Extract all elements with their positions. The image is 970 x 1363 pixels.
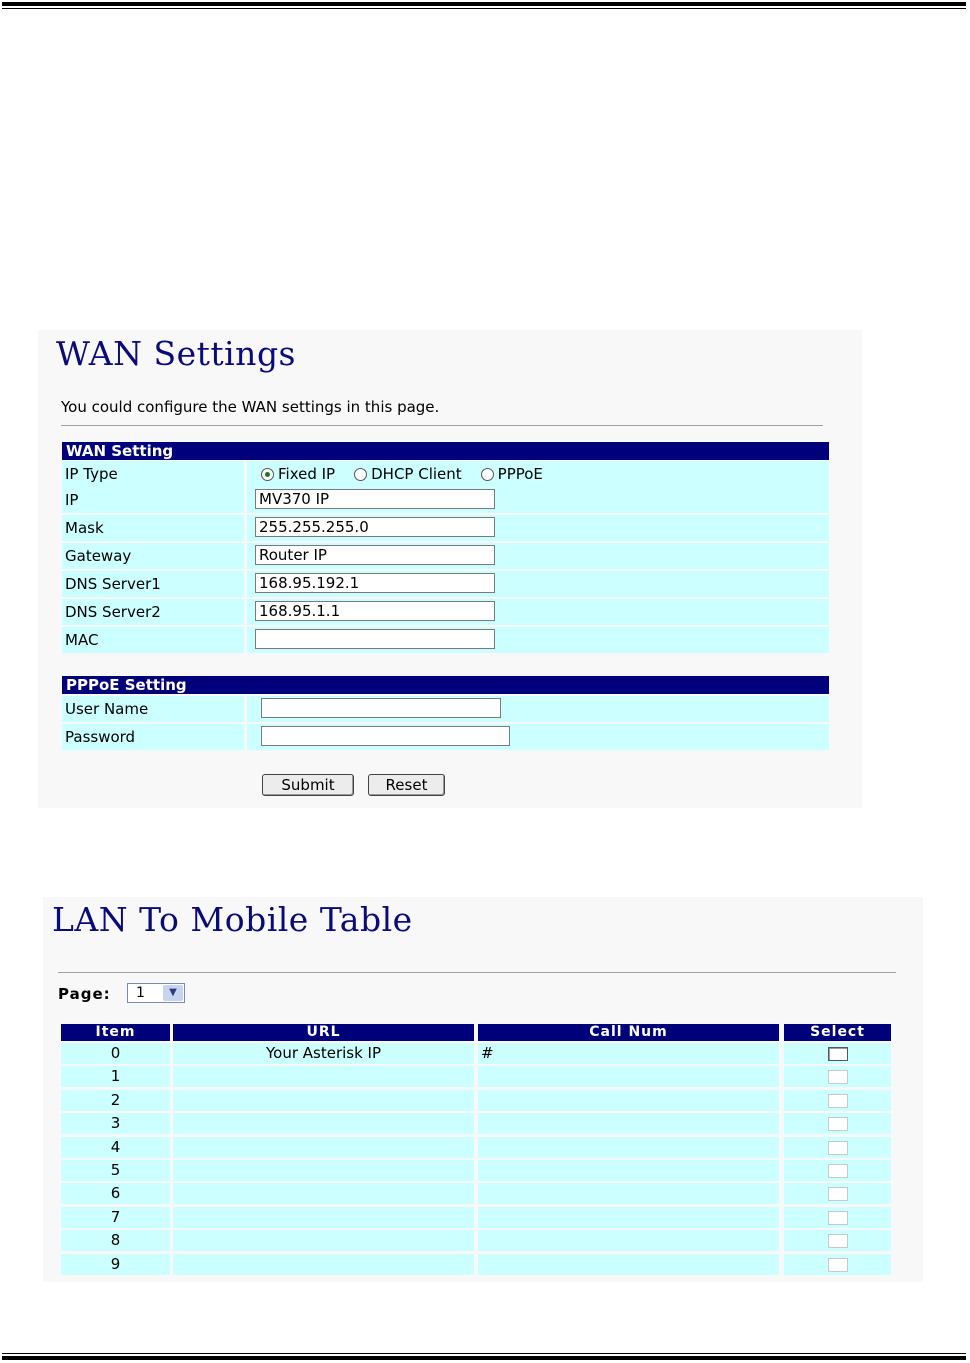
cell-url [173,1254,474,1275]
cell-select [784,1160,891,1181]
mac-value-cell [247,627,829,653]
cell-call-num [478,1137,779,1158]
mac-row [62,627,829,653]
page-select[interactable] [127,983,185,1003]
cell-url [173,1090,474,1111]
cell-call-num [478,1113,779,1134]
page-top-rule-thin [2,8,966,9]
submit-button[interactable]: Submit [262,774,354,796]
gateway-row [62,543,829,569]
radio-dhcp-client[interactable] [354,465,462,483]
dns-server1-field[interactable]: 168.95.192.1 [255,573,495,593]
page-label: Page: [58,985,111,1003]
cell-item: 1 [61,1066,170,1087]
col-header-select: Select [784,1024,891,1041]
lan-page-title: LAN To Mobile Table [52,900,413,939]
password-field[interactable] [261,726,510,746]
cell-call-num [478,1207,779,1228]
radio-pppoe-label: PPPoE [497,465,543,483]
ip-field[interactable]: MV370 IP [255,489,495,509]
dns-server2-row [62,599,829,625]
gateway-value-cell [247,543,829,569]
cell-select [784,1043,891,1064]
select-checkbox[interactable] [828,1117,848,1131]
select-checkbox[interactable] [828,1211,848,1225]
mac-label: MAC [62,627,244,653]
cell-select [784,1230,891,1251]
cell-item: 4 [61,1137,170,1158]
wan-page-title: WAN Settings [56,334,296,373]
cell-call-num [478,1183,779,1204]
cell-select [784,1137,891,1158]
mask-label: Mask [62,515,244,541]
cell-url [173,1066,474,1087]
dns-server2-value-cell [247,599,829,625]
cell-item: 7 [61,1207,170,1228]
cell-url [173,1113,474,1134]
radio-pppoe[interactable] [481,465,543,483]
cell-select [784,1113,891,1134]
password-label: Password [62,724,244,750]
cell-select [784,1183,891,1204]
ip-row [62,487,829,513]
cell-call-num [478,1066,779,1087]
select-checkbox[interactable] [828,1258,848,1272]
cell-item: 6 [61,1183,170,1204]
dns-server2-label: DNS Server2 [62,599,244,625]
cell-item: 2 [61,1090,170,1111]
wan-setting-header: WAN Setting [62,442,829,460]
ip-type-row [62,461,829,487]
select-checkbox[interactable] [828,1164,848,1178]
cell-item: 0 [61,1043,170,1064]
mask-value-cell [247,515,829,541]
wan-description: You could configure the WAN settings in this page. [61,398,440,416]
radio-fixed-ip-control[interactable] [261,468,274,481]
password-row [62,724,829,750]
cell-url [173,1160,474,1181]
select-checkbox[interactable] [828,1047,848,1061]
cell-call-num [478,1090,779,1111]
dns-server1-row [62,571,829,597]
radio-fixed-ip[interactable] [261,465,335,483]
col-header-item: Item [61,1024,170,1041]
radio-fixed-ip-label: Fixed IP [278,465,336,483]
mac-field[interactable] [255,629,495,649]
mask-row [62,515,829,541]
chevron-down-icon[interactable]: ▼ [163,985,183,1001]
mask-field[interactable]: 255.255.255.0 [255,517,495,537]
reset-button[interactable]: Reset [368,774,445,796]
user-name-value-cell [247,696,829,722]
wan-divider [61,425,823,426]
col-header-call-num: Call Num [478,1024,779,1041]
col-header-url: URL [173,1024,474,1041]
radio-dhcp-client-control[interactable] [354,468,367,481]
cell-call-num [478,1230,779,1251]
cell-item: 5 [61,1160,170,1181]
cell-select [784,1207,891,1228]
user-name-label: User Name [62,696,244,722]
cell-call-num [478,1160,779,1181]
lan-divider [58,972,896,973]
cell-item: 3 [61,1113,170,1134]
ip-type-radio-group [261,461,562,487]
cell-select [784,1066,891,1087]
cell-item: 8 [61,1230,170,1251]
page-bottom-rule-thin [2,1353,966,1354]
dns-server2-field[interactable]: 168.95.1.1 [255,601,495,621]
page-bottom-rule [2,1356,966,1360]
ip-type-value [247,461,829,487]
page-select-value: 1 [136,985,145,1001]
radio-pppoe-control[interactable] [481,468,494,481]
ip-type-label: IP Type [62,461,244,487]
cell-url [173,1230,474,1251]
cell-call-num: # [478,1043,779,1064]
cell-url [173,1183,474,1204]
cell-url [173,1137,474,1158]
radio-dhcp-client-label: DHCP Client [371,465,462,483]
page-top-rule [2,2,966,6]
ip-label: IP [62,487,244,513]
cell-select [784,1090,891,1111]
user-name-field[interactable] [261,698,501,718]
cell-item: 9 [61,1254,170,1275]
select-checkbox[interactable] [828,1234,848,1248]
password-value-cell [247,724,829,750]
cell-url: Your Asterisk IP [173,1043,474,1064]
select-checkbox[interactable] [828,1141,848,1155]
gateway-label: Gateway [62,543,244,569]
cell-call-num [478,1254,779,1275]
select-checkbox[interactable] [828,1094,848,1108]
cell-select [784,1254,891,1275]
ip-value-cell [247,487,829,513]
gateway-field[interactable]: Router IP [255,545,495,565]
dns-server1-value-cell [247,571,829,597]
dns-server1-label: DNS Server1 [62,571,244,597]
cell-url [173,1207,474,1228]
select-checkbox[interactable] [828,1187,848,1201]
pppoe-setting-header: PPPoE Setting [62,676,829,694]
select-checkbox[interactable] [828,1070,848,1084]
user-name-row [62,696,829,722]
